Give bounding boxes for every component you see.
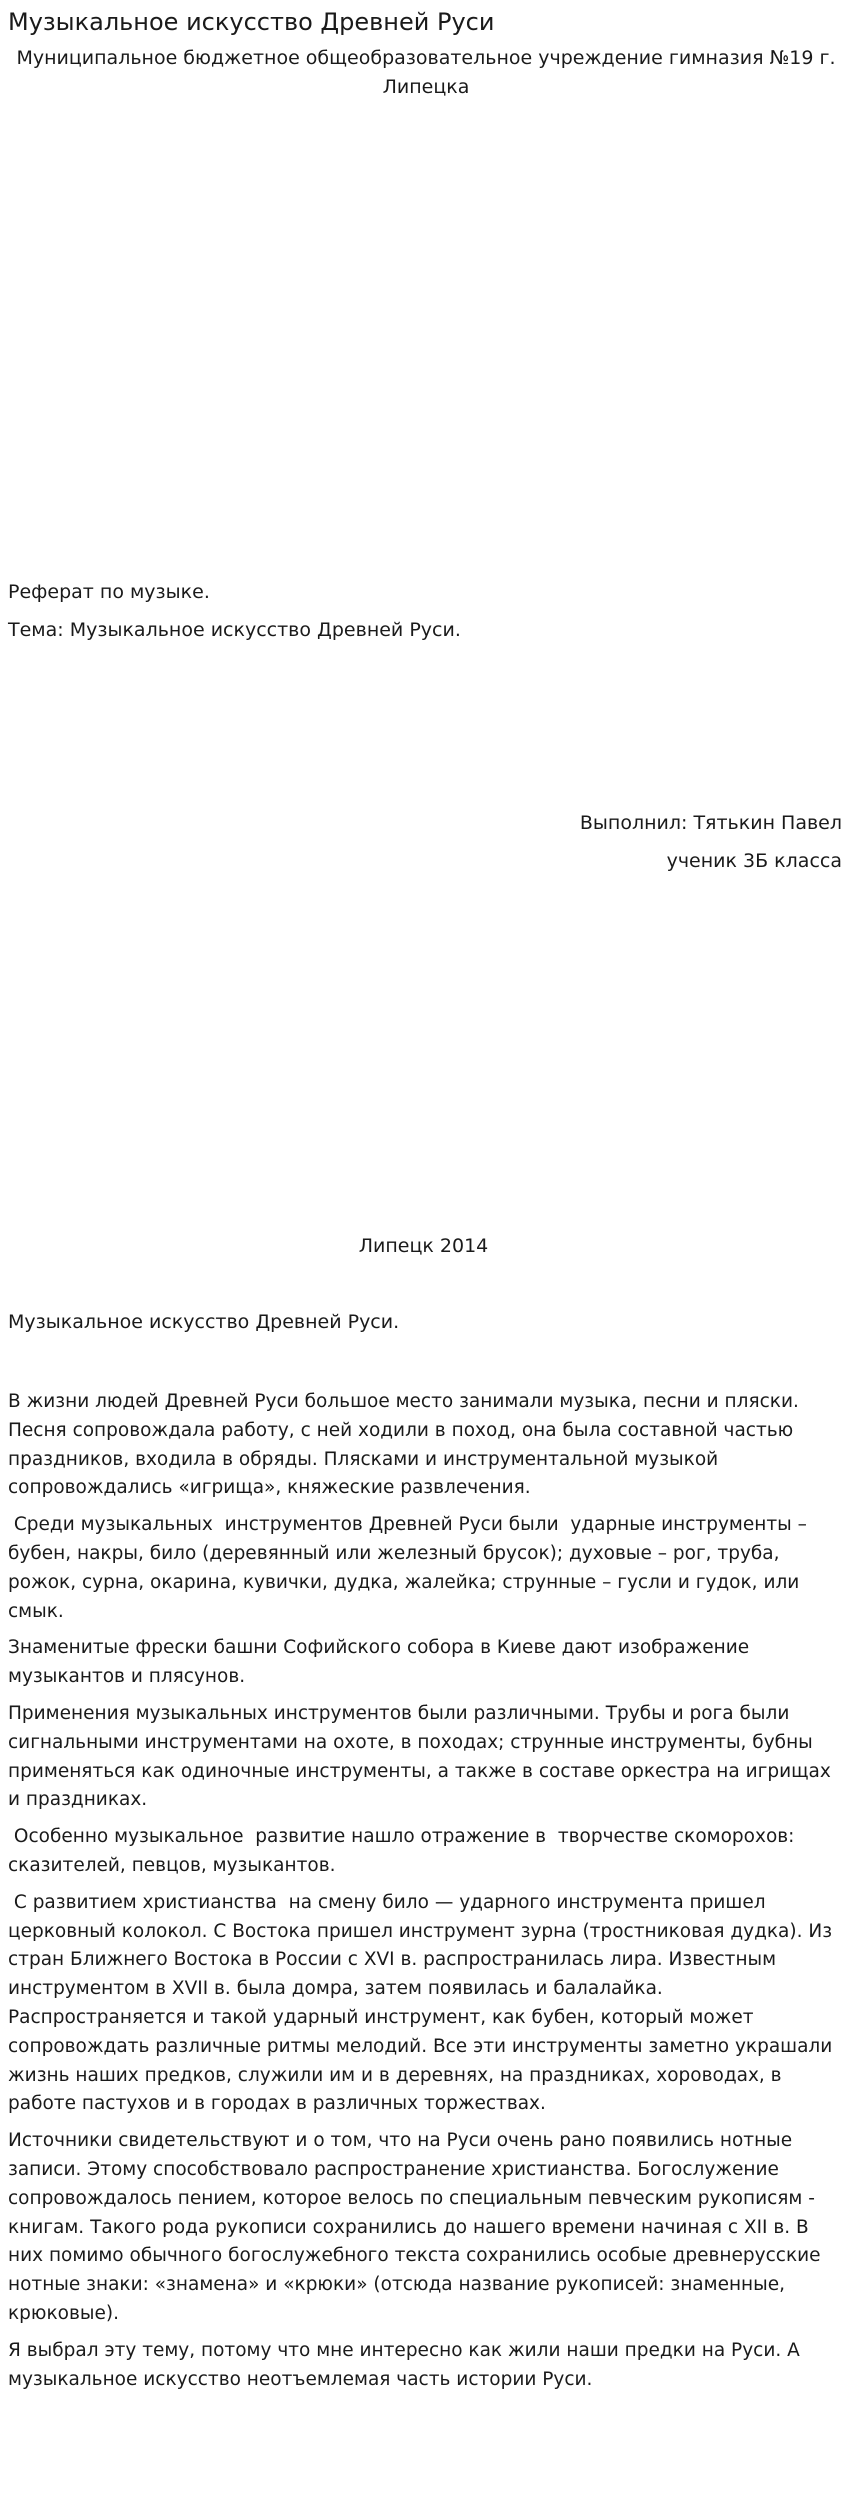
author-class: ученик 3Б класса xyxy=(666,850,842,872)
school-name: Муниципальное бюджетное общеобразовательное учреждение гимназия №19 г. Липецка xyxy=(16,47,836,98)
essay-paragraph: Знаменитые фрески башни Софийского собора в Киеве дают изображение музыкантов и плясунов. xyxy=(8,1637,756,1688)
essay-paragraph: Среди музыкальных инструментов Древней Руси были ударные инструменты – бубен, накры, било (деревянный или железный брусок); духовые – рог, труба, рожок, сурна, окарина, кувички, дудка, жалейка; струнные – гусли и гудок, или смык. xyxy=(8,1514,813,1622)
essay-paragraph: В жизни людей Древней Руси большое место занимали музыка, песни и пляски. Песня сопровождала работу, с ней ходили в поход, она была составной частью праздников, входила в обряды. Плясками и инструментальной музыкой сопровождались «игрища», княжеские развлечения. xyxy=(8,1391,805,1499)
city-year: Липецк 2014 xyxy=(358,1235,489,1257)
essay-body xyxy=(8,1308,844,2402)
author-name: Выполнил: Тятькин Павел xyxy=(579,812,842,834)
essay-paragraph: Я выбрал эту тему, потому что мне интересно как жили наши предки на Руси. А музыкальное искусство неотъемлемая часть истории Руси. xyxy=(8,2339,806,2390)
page-title: Музыкальное искусство Древней Руси xyxy=(8,8,495,36)
essay-title: Музыкальное искусство Древней Руси. xyxy=(8,1311,400,1333)
essay-paragraph: Особенно музыкальное развитие нашло отражение в творчестве скоморохов: сказителей, певцов, музыкантов. xyxy=(8,1826,801,1876)
essay-paragraph: С развитием христианства на смену било — ударного инструмента пришел церковный колокол. С Востока пришел инструмент зурна (тростниковая дудка). Из стран Ближнего Востока в России с XVI в. распространилась лира. Известным инструментом в XVII в. была домра, затем появилась и балалайка. Распространяется и такой ударный инструмент, как бубен, который может сопровождать различные ритмы мелодий. Все эти инструменты заметно украшали жизнь наших предков, служили им и в деревнях, на праздниках, хороводах, в работе пастухов и в городах в различных торжествах. xyxy=(8,1891,839,2115)
report-type: Реферат по музыке. xyxy=(8,581,210,603)
essay-paragraph: Применения музыкальных инструментов были различными. Трубы и рога были сигнальными инструментами на охоте, в походах; струнные инструменты, бубны применяться как одиночные инструменты, а также в составе оркестра на игрищах и праздниках. xyxy=(8,1702,837,1811)
report-topic: Тема: Музыкальное искусство Древней Руси. xyxy=(8,619,461,641)
essay-paragraph: Источники свидетельствуют и о том, что на Руси очень рано появились нотные записи. Этому способствовало распространение христианства. Богослужение сопровождалось пением, которое велось по специальным певческим рукописям - книгам. Такого рода рукописи сохранились до нашего времени начиная с XII в. В них помимо обычного богослужебного текста сохранились особые древнерусские нотные знаки: «знамена» и «крюки» (отсюда название рукописей: знаменные, крюковые). xyxy=(8,2130,827,2324)
